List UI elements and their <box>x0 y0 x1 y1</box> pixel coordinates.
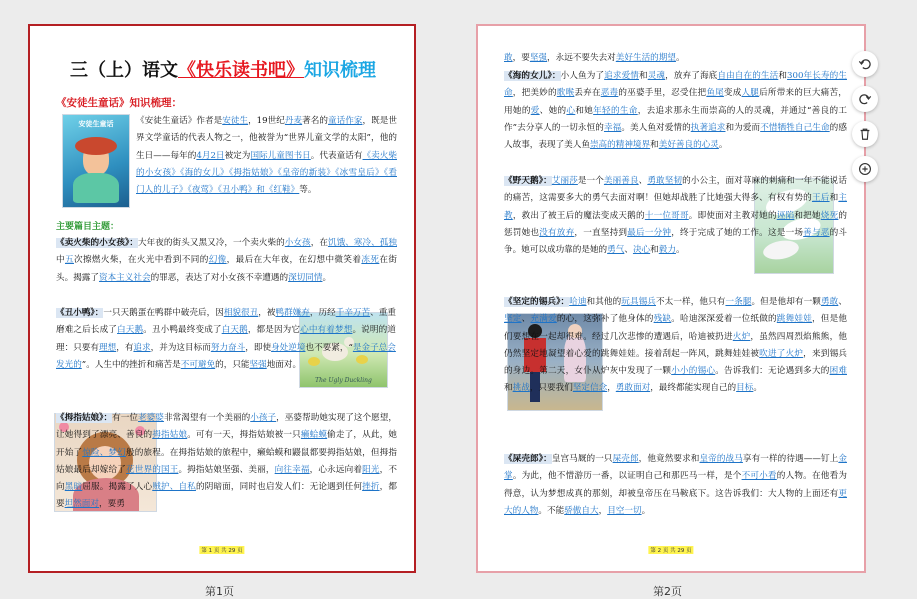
keyword-link[interactable]: 癞蛤蟆 <box>300 430 328 441</box>
text-run: 。丑小鸭最终变成了 <box>143 325 222 336</box>
text-run: ，虽然四周烈焰熊熊，他仍然坚定地凝望着心爱的跳舞娃娃。接着刮起一阵风，跳舞娃娃被 <box>504 331 847 359</box>
text-run: 的小公主，面对荨麻的刺痛和一年不能说话的痛苦，这需要多大的勇气去面对啊！但她却战胜了比她强大得多、有权有势的 <box>504 176 847 204</box>
keyword-link[interactable]: 国际儿童图书日 <box>250 150 311 161</box>
text-run: 。为此，他不惜游历一番，以证明自己和那匹马一样，是个 <box>512 471 742 482</box>
text-run: 。即使面对主教对她的 <box>688 210 777 221</box>
title-part-grade: 三（上）语文 <box>70 60 178 81</box>
text-run: ”。人生中的挫折和痛苦是 <box>81 359 181 370</box>
keyword-link[interactable]: 千辛万苦 <box>335 308 371 318</box>
paragraph-dung-beetle <box>504 451 847 520</box>
keyword-link[interactable]: 挑战 <box>512 383 530 394</box>
text-run: ，即使 <box>245 342 272 353</box>
text-run: 。 <box>718 140 728 151</box>
keyword-link[interactable]: 深切同情 <box>288 272 323 283</box>
keyword-link[interactable]: 勇敢坚韧 <box>647 176 683 186</box>
keyword-link[interactable]: 心中有着梦想 <box>300 325 353 336</box>
keyword-link[interactable]: 哈迪 <box>569 297 587 307</box>
keyword-link[interactable]: 跳舞娃娃 <box>776 314 812 325</box>
keyword-link[interactable]: 执著追求 <box>690 122 726 133</box>
story-title: 《屎壳郎》： <box>504 454 552 464</box>
keyword-link[interactable]: 幻像 <box>208 255 227 266</box>
keyword-link[interactable]: 一条腿 <box>725 297 752 307</box>
keyword-link[interactable]: 最后一分钟 <box>627 227 672 238</box>
section-heading: 《安徒生童话》知识梳理： <box>56 97 182 109</box>
story-title: 《坚定的锡兵》： <box>504 297 570 307</box>
keyword-link[interactable]: 相貌很丑 <box>223 308 259 318</box>
keyword-link[interactable]: 歌喉 <box>556 88 575 99</box>
keyword-link[interactable]: 坚强 <box>529 53 548 63</box>
text-run: 屈服。揭露了人心 <box>82 482 153 493</box>
intro-paragraph <box>136 113 397 199</box>
text-run: 的感人故事，表现了美人鱼 <box>504 122 847 151</box>
keyword-link[interactable]: 《卖火柴的小女孩》《海的女儿》《拇指姑娘》《皇帝的新装》《冰雪皇后》《看门人的儿子》《夜莺》《丑小鸭》和《红鞋》 <box>136 150 397 196</box>
keyword-link[interactable]: 理想 <box>99 342 117 353</box>
keyword-link[interactable]: 更大的人物 <box>504 488 847 516</box>
keyword-link[interactable]: 艾丽莎 <box>551 176 578 186</box>
text-run: 也不要紧，“ <box>305 342 353 353</box>
title-part-summary: 知识梳理 <box>304 60 376 81</box>
rotate-left-button[interactable] <box>852 51 878 77</box>
text-run: 和 <box>639 71 648 81</box>
keyword-link[interactable]: 惊险、梦幻 <box>82 447 126 458</box>
text-run: 的巫婆手里，忍受住把 <box>618 88 707 99</box>
keyword-link[interactable]: 心 <box>566 105 576 116</box>
text-run: 在街头。揭露了 <box>56 255 397 283</box>
keyword-link[interactable]: 安徒生 <box>222 116 249 126</box>
keyword-link[interactable]: 诬陷 <box>776 210 795 221</box>
keyword-link[interactable]: 勇敢 <box>820 297 839 307</box>
paragraph-thumbelina <box>56 410 397 514</box>
keyword-link[interactable]: 不可小看 <box>741 471 777 482</box>
keyword-link[interactable]: 坚定信念 <box>572 383 608 394</box>
text-run: 的，只能 <box>215 359 250 370</box>
text-run: 小人鱼为了 <box>560 71 605 81</box>
text-run: ，把美妙的 <box>512 88 557 99</box>
add-page-icon <box>858 162 872 176</box>
keyword-link[interactable]: 坚定 <box>504 314 522 325</box>
keyword-link[interactable]: 鱼尾 <box>706 88 724 99</box>
page-2[interactable] <box>476 24 866 573</box>
keyword-link[interactable]: 崇高的精神境界 <box>589 140 651 151</box>
text-run: 。告诉我们：无论遇到多大的 <box>715 366 830 377</box>
paragraph-wild-swans <box>504 173 847 259</box>
text-run: 有一位 <box>112 413 139 423</box>
keyword-link[interactable]: 人腿 <box>741 88 760 99</box>
keyword-link[interactable]: 金掌 <box>504 454 847 482</box>
keyword-link[interactable]: 贼护、自私 <box>152 482 196 493</box>
title-part-book: 《快乐读书吧》 <box>178 60 304 81</box>
keyword-link[interactable]: 向往幸福 <box>274 464 310 475</box>
text-run: ，去追求那永生而崇高的人的灵魂，并通过“善良的工作”去分享人的一切永恒的 <box>504 105 847 133</box>
text-run: 中 <box>56 255 65 266</box>
text-run: 。 <box>322 272 332 283</box>
rotate-left-icon <box>858 57 872 71</box>
keyword-link[interactable]: 白天鹅 <box>117 325 144 336</box>
story-title: 《拇指姑娘》： <box>56 413 113 423</box>
text-run: 。但是他却有一颗 <box>751 297 821 307</box>
paragraph-match-girl <box>56 235 397 287</box>
story-title: 《丑小鸭》： <box>56 308 104 318</box>
text-run: 等。 <box>299 185 317 196</box>
keyword-link[interactable]: 火炉 <box>732 331 751 342</box>
text-run: 。 <box>675 53 685 63</box>
text-run: ，既是世界文学童话的代表人物之一，他被誉为“世界儿童文学的太阳”，他的生日——每年的 <box>136 116 397 161</box>
page-2-label: 第2页 <box>653 585 682 598</box>
delete-page-button[interactable] <box>852 121 878 147</box>
page-1-label: 第1页 <box>205 585 234 598</box>
story-title: 《海的女儿》： <box>504 71 561 81</box>
keyword-link[interactable]: 美丽善良 <box>603 176 639 186</box>
text-run: 。 <box>641 505 651 516</box>
text-run: ，救出了被王后的魔法变成天鹅的 <box>512 210 645 221</box>
text-run: ，终于完成了她的工作。这是一场 <box>671 227 804 238</box>
keyword-link[interactable]: 努力奋斗 <box>210 342 246 353</box>
keyword-link[interactable]: 困难 <box>829 366 847 377</box>
text-run: 和其他的 <box>586 297 622 307</box>
text-run: 不太一样，他只有 <box>656 297 726 307</box>
text-run: 般的旅程。在拇指姑娘的旅程中，癞蛤蟆和鼹鼠都要拇指姑娘，但拇指姑娘最后却嫁给了 <box>56 447 397 475</box>
keyword-link[interactable]: 勇气 <box>607 245 625 256</box>
text-run: 和 <box>650 245 659 256</box>
text-run: 。不能 <box>538 505 565 516</box>
paragraph-ugly-duckling <box>56 305 396 374</box>
keyword-link[interactable]: 身处逆境 <box>271 342 306 353</box>
keyword-link[interactable]: 白天鹅 <box>221 325 248 336</box>
text-run: 的心，这弥补了他身体的 <box>556 314 654 325</box>
text-run: ，19世纪 <box>248 116 285 126</box>
keyword-link[interactable]: 主教 <box>504 193 847 221</box>
keyword-link[interactable]: 年轻的生命 <box>593 105 638 116</box>
keyword-link[interactable]: 美好生活的期望 <box>615 53 676 63</box>
text-run: 和 <box>650 140 659 151</box>
keyword-link[interactable]: 小女孩 <box>284 238 311 248</box>
text-run: 、 <box>838 297 847 307</box>
story-title: 《卖火柴的小女孩》： <box>56 238 139 248</box>
keyword-link[interactable]: 烧死 <box>820 210 839 221</box>
text-run: ，一直坚持到 <box>574 227 628 238</box>
text-run: ， <box>607 383 616 394</box>
text-run: 的惩罚她也 <box>504 210 847 238</box>
keyword-link[interactable]: 自由自在的生活 <box>717 71 779 81</box>
duck-caption: The Ugly Duckling <box>315 377 372 384</box>
text-run: 丢弃在 <box>574 88 601 99</box>
rotate-right-button[interactable] <box>852 86 878 112</box>
keyword-link[interactable]: 皇帝的战马 <box>699 454 743 464</box>
keyword-link[interactable]: 恶毒 <box>600 88 619 99</box>
text-run: 的罪恶，表达了对小女孩不幸遭遇的 <box>150 272 289 283</box>
paragraph-tin-soldier <box>504 294 847 398</box>
text-run: 享有一样的待遇——钉上 <box>742 454 839 464</box>
text-run: ，要 <box>512 53 530 63</box>
text-run: 。代表童话有 <box>310 150 363 161</box>
book-cover-title: 安徒生童话 <box>78 120 114 128</box>
text-run: 和 <box>829 193 839 204</box>
text-run: ，来到锡兵的身边。第二天，女仆从炉灰中发现了一颗 <box>504 348 847 377</box>
subheading-main-works: 主要篇目主题： <box>56 222 120 232</box>
keyword-link[interactable]: 骄傲自大 <box>564 505 599 516</box>
keyword-link[interactable]: 毅力 <box>658 245 676 256</box>
text-run: ，巫婆帮助她实现了这个愿望，让她得到了漂亮、善良的 <box>56 413 397 441</box>
text-run: 偷走了，从此，她开始了 <box>56 430 397 458</box>
keyword-link[interactable]: 目标 <box>736 383 754 394</box>
keyword-link[interactable]: 4月2日 <box>196 150 225 161</box>
keyword-link[interactable]: 充满爱 <box>530 314 557 325</box>
story-title: 《野天鹅》： <box>504 176 552 186</box>
text-run: 一只天鹅蛋在鸭群中破壳后，因 <box>103 308 224 318</box>
keyword-link[interactable]: 资本主义社会 <box>98 272 151 283</box>
keyword-link[interactable]: 黑暗 <box>64 482 83 493</box>
keyword-link[interactable]: 阳光 <box>362 464 380 475</box>
text-run: 和把她 <box>794 210 821 221</box>
keyword-link[interactable]: 追求爱情 <box>604 71 639 81</box>
paragraph-continued <box>504 50 847 67</box>
page-footer: 第 2 页 共 29 页 <box>650 548 692 554</box>
text-run: ， <box>598 505 608 516</box>
keyword-link[interactable]: 冻死 <box>361 255 380 266</box>
text-run: 。美人鱼对爱情的 <box>621 122 691 133</box>
keyword-link[interactable]: 灵魂 <box>647 71 666 81</box>
keyword-link[interactable]: 追求 <box>133 342 151 353</box>
text-run: ，都要 <box>56 482 397 510</box>
keyword-link[interactable]: 残缺 <box>653 314 672 325</box>
text-run: 、她的 <box>539 105 567 116</box>
text-run: 的人物。在他看为得意，认为梦想成真的那刻，却被皇帝压在马鞍底下。这告诉我们：大人物的上面还有 <box>504 471 847 499</box>
text-run: ，心永远向着 <box>309 464 363 475</box>
keyword-link[interactable]: 小孩子 <box>250 413 277 423</box>
keyword-link[interactable]: 花世界的国王 <box>125 464 179 475</box>
keyword-link[interactable]: 300年长寿的生命 <box>504 71 847 99</box>
keyword-link[interactable]: 十一位哥哥 <box>644 210 689 221</box>
text-run: 、重重磨难之后长成了 <box>56 308 396 336</box>
text-run: ，在 <box>310 238 328 248</box>
text-run: ，最终都能实现自己的 <box>650 383 737 394</box>
keyword-link[interactable]: 爱 <box>530 105 540 116</box>
text-run: 。 <box>675 245 685 256</box>
text-run: 和她 <box>575 105 594 116</box>
keyword-link[interactable]: 是金子总会发光的 <box>56 342 396 370</box>
keyword-link[interactable]: 美好善良的心灵 <box>658 140 719 151</box>
add-page-button[interactable] <box>852 156 878 182</box>
text-run: 著名的 <box>302 116 328 126</box>
text-run: ，他竟然要求和 <box>638 454 700 464</box>
text-run: ，要勇 <box>99 499 125 510</box>
text-run: ，只要我们 <box>529 383 573 394</box>
text-run: 、 <box>638 176 648 186</box>
text-run: ，不向 <box>56 464 397 493</box>
keyword-link[interactable]: 鸭群嫌弃 <box>275 308 310 318</box>
text-run: 的阴暗面，同时也启发人们：无论遇到任何 <box>195 482 363 493</box>
keyword-link[interactable]: 老婆婆 <box>138 413 164 423</box>
text-run: 。拇指姑娘坚强、美丽， <box>178 464 275 475</box>
text-run: ，并为这目标而 <box>150 342 211 353</box>
text-run: 次擦燃火柴，在火光中看到不同的 <box>73 255 209 266</box>
text-run: 是一个 <box>577 176 604 186</box>
text-run: 、 <box>521 314 531 325</box>
keyword-link[interactable]: 坚强 <box>249 359 267 370</box>
book-cover-image <box>62 114 130 208</box>
text-run: 《安徒生童话》作者是 <box>136 116 223 126</box>
keyword-link[interactable]: 挫折 <box>362 482 380 493</box>
keyword-link[interactable]: 吹进了火炉 <box>759 348 804 359</box>
text-run: 变成 <box>723 88 742 99</box>
keyword-link[interactable]: 拇指姑娘 <box>152 430 188 441</box>
text-run: ，历经 <box>309 308 336 318</box>
text-run: 。哈迪深深爱着一位纸做的 <box>671 314 777 325</box>
text-run: 后所带来的巨大痛苦，用她的 <box>504 88 847 116</box>
keyword-link[interactable]: 幸福 <box>603 122 622 133</box>
page-toolbar <box>852 51 880 191</box>
keyword-link[interactable]: 童话作家 <box>328 116 363 126</box>
document-title <box>52 56 394 82</box>
keyword-link[interactable]: 坦然面对 <box>64 499 99 510</box>
keyword-link[interactable]: 目空一切 <box>607 505 642 516</box>
text-run: ，永远不要失去对 <box>547 53 616 63</box>
keyword-link[interactable]: 王后 <box>811 193 830 204</box>
page-footer: 第 1 页 共 29 页 <box>201 548 243 554</box>
page-1[interactable] <box>28 24 416 573</box>
text-run: 。 <box>753 383 762 394</box>
keyword-link[interactable]: 五 <box>64 255 74 266</box>
text-run: 大年夜的街头又黑又冷，一个卖火柴的 <box>138 238 285 248</box>
text-run: 和 <box>778 71 788 81</box>
trash-icon <box>858 127 872 141</box>
text-run: 的斗争。她可以成功靠的是她的 <box>504 227 847 256</box>
text-run: 、 <box>624 245 633 256</box>
text-run: 。可有一天，拇指姑娘被一只 <box>187 430 301 441</box>
paragraph-little-mermaid <box>504 68 847 154</box>
keyword-link[interactable]: 不可避免 <box>180 359 216 370</box>
text-run: ，有 <box>116 342 134 353</box>
keyword-link[interactable]: 屎壳郎 <box>612 454 639 464</box>
text-run: 。说明的道理：只要有 <box>56 325 396 353</box>
keyword-link[interactable]: 玩具锡兵 <box>621 297 656 307</box>
keyword-link[interactable]: 不惜牺牲自己生命 <box>760 122 830 133</box>
keyword-link[interactable]: 善与恶 <box>803 227 830 238</box>
keyword-link[interactable]: 没有放弃 <box>539 227 575 238</box>
text-run: ，但是他们要想在一起却很难。经过几次悲惨的遭遇后，哈迪被扔进 <box>504 314 847 342</box>
text-run: 被定为 <box>224 150 251 161</box>
keyword-link[interactable]: 丹麦 <box>284 116 303 126</box>
text-run: ，被 <box>258 308 276 318</box>
keyword-link[interactable]: 勇敢面对 <box>615 383 651 394</box>
keyword-link[interactable]: 饥饿、寒冷、孤独 <box>327 238 397 248</box>
text-run: 皇宫马厩的一只 <box>551 454 613 464</box>
text-run: 和 <box>504 383 513 394</box>
text-run: ，放弃了海底 <box>665 71 718 81</box>
keyword-link[interactable]: 决心 <box>632 245 651 256</box>
text-run: ，最后在大年夜，在幻想中微笑着 <box>226 255 362 266</box>
text-run: ，都是因为它 <box>247 325 301 336</box>
keyword-link[interactable]: 小小的锡心 <box>671 366 716 377</box>
text-run: 和为爱而 <box>725 122 761 133</box>
rotate-right-icon <box>858 92 872 106</box>
keyword-link[interactable]: 敢 <box>504 53 513 63</box>
text-run: 地面对。 <box>266 359 302 370</box>
text-run: 非常渴望有一个美丽的 <box>163 413 251 423</box>
